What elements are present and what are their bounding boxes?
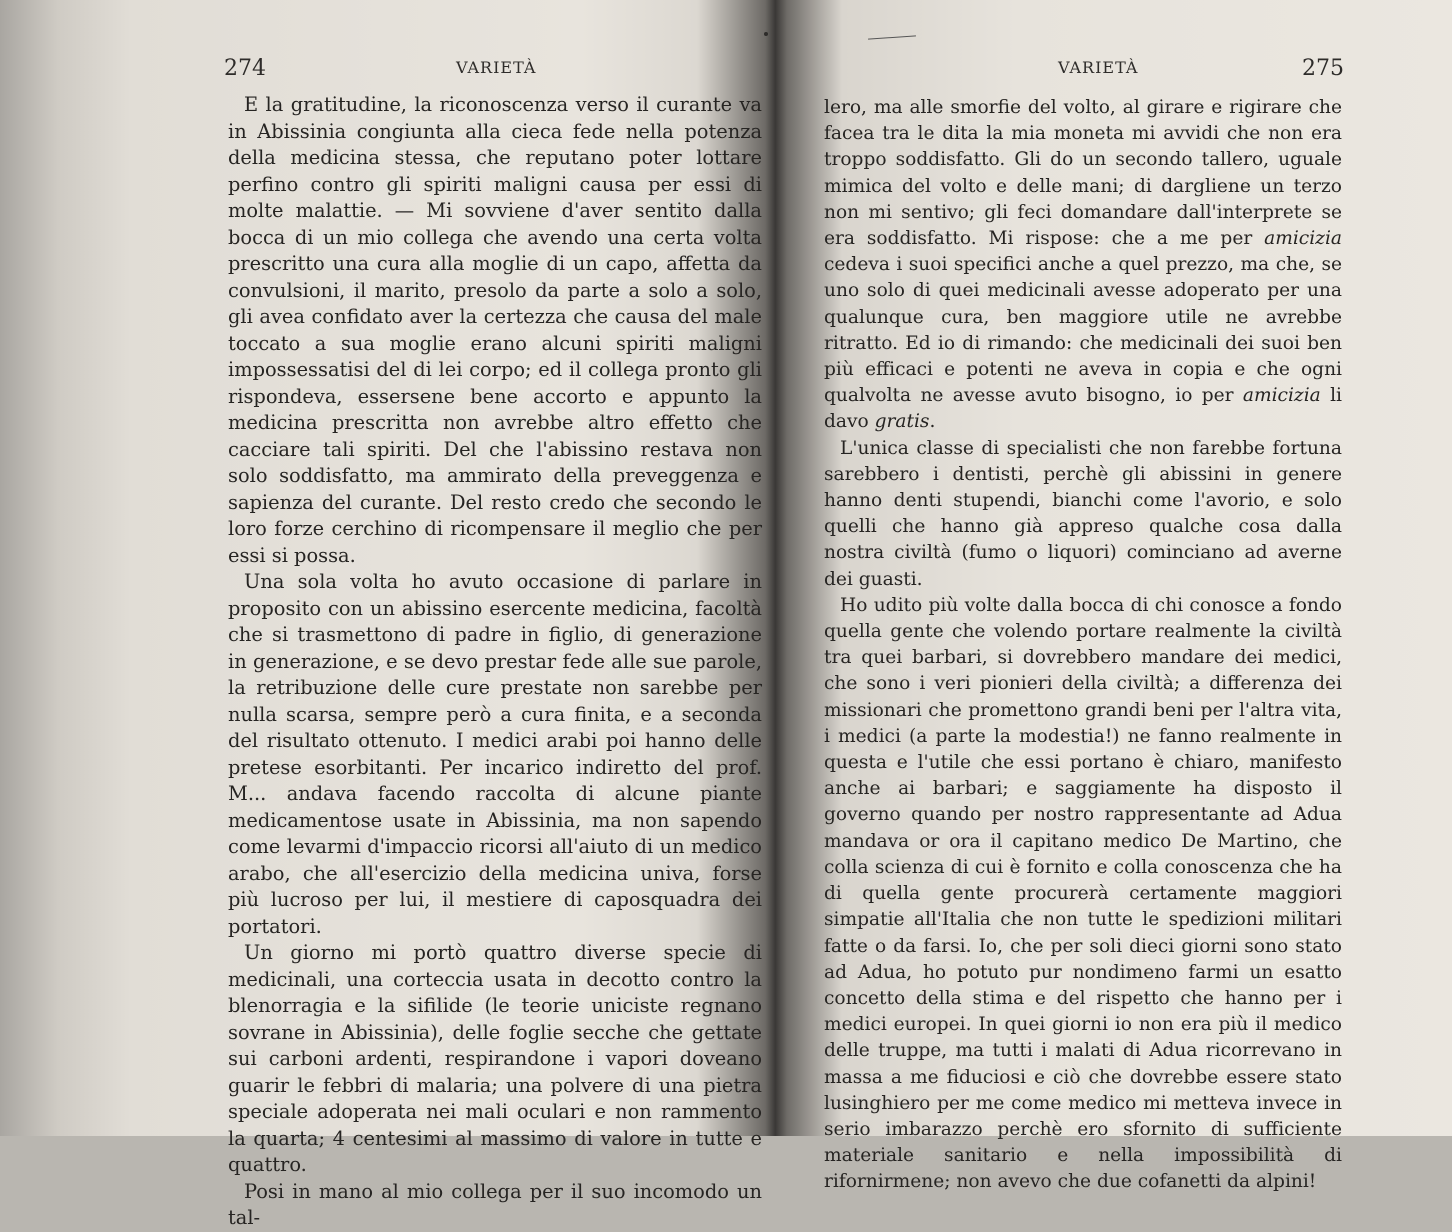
paragraph: Ho udito più volte dalla bocca di chi conosce a fondo quella gente che volendo portare realmente la civiltà tra quei barbari, si dovrebbero mandare dei medici, che sono i veri pionieri della civiltà; a differenza dei missionari che promettono grandi beni per l'altra vita, i medici (a parte la modestia!) ne fanno realmente in questa e l'utile che essi portano è chiaro, manifesto anche ai barbari; e saggiamente ha disposto il governo quando per nostro rappresentante ad Adua mandava or ora il capitano medico De Martino, che colla scienza di cui è fornito e colla conoscenza che ha di quella gente procurerà certamente maggiori simpatie all'Italia che non tutte le spedizioni militari fatte o da farsi. Io, che per soli dieci giorni sono stato ad Adua, ho potuto pur nondimeno farmi un esatto concetto della stima e del rispetto che hanno per i medici europei. In quei giorni io non era più il medico delle truppe, ma tutti i malati di Adua ricorrevano in massa a me fiduciosi e ciò che dovrebbe essere stato lusinghiero per me come medico mi metteva invece in serio imbarazzo perchè ero sfornito di sufficiente materiale sanitario e nella impossibilità di rifornirmene; non avevo che due cofanetti da alpini! [824,594,1342,1193]
paragraph [824,95,1342,436]
text-run: . [929,411,936,433]
italic-word: amicizia [1264,228,1342,250]
paragraph: Posi in mano al mio collega per il suo incomodo un tal- [228,1179,762,1229]
page-body [824,95,1342,1196]
paragraph: Una sola volta ho avuto occasione di parlare in proposito con un abissino esercente medicina, facoltà che si trasmettono di padre in figlio, di generazione in generazione, e se devo prestar fede alle sue parole, la retribuzione delle cure prestate non sarebbe per nulla scarsa, sempre però a cura finita, e a seconda del risultato ottenuto. I medici arabi poi hanno delle pretese esorbitanti. Per incarico indiretto del prof. M... andava facendo raccolta di alcune piante medicamentose usate in Abissinia, ma non sapendo come levarmi d'impaccio ricorsi all'aiuto di un medico arabo, che all'esercizio della medicina univa, forse più lucroso per lui, il mestiere di caposquadra dei portatori. [228,570,762,938]
text-run: lero, ma alle smorfie del volto, al girare e rigirare che facea tra le dita la mia moneta mi avvidi che non era troppo soddisfatto. Gli do un secondo tallero, uguale mimica del volto e delle mani; di dargliene un terzo non mi sentivo; gli feci domandare dall'interprete se era soddisfatto. Mi rispose: che a me per [824,97,1342,250]
page-number: 275 [1302,56,1344,81]
italic-word: gratis [874,411,930,433]
paragraph: E la gratitudine, la riconoscenza verso il curante va in Abissinia congiunta alla cieca fede nella potenza della medicina stessa, che reputano poter lottare perfino contro gli spiriti maligni causa per essi di molte malattie. — Mi sovviene d'aver sentito dalla bocca di un mio collega che avendo una certa volta prescritto una cura alla moglie di un capo, affetta da convulsioni, il marito, presolo da parte a solo a solo, gli avea confidato aver la certezza che causa del male toccato a sua moglie erano alcuni spiriti maligni impossessatisi del di lei corpo; ed il collega pronto gli rispondeva, essersene bene accorto e appunto la medicina prescritta non avrebbe altro effetto che cacciare tali spiriti. Del che l'abissino restava non solo soddisfatto, ma ammirato della preveggenza e sapienza del curante. Del resto credo che secondo le loro forze cerchino di ricompensare il meglio che per essi si possa. [228,93,762,567]
italic-word: amicizia [1242,385,1321,407]
running-header: VARIETÀ [1058,58,1139,77]
text-run: li davo [824,385,1342,433]
right-page [790,0,1452,1193]
text-run: cedeva i suoi specifici anche a quel prezzo, ma che, se uno solo di quei medicinali avesse adoperato per una qualunque cura, ben maggiore utile ne avrebbe ritratto. Ed io di rimando: che medicinali dei suoi ben più efficaci e potenti ne aveva in copia e che ogni qualvolta ne avesse avuto bisogno, io per [824,254,1342,407]
paragraph: L'unica classe di specialisti che non farebbe fortuna sarebbero i dentisti, perchè gli abissini in genere hanno denti stupendi, bianchi come l'avorio, e solo quelli che hanno già appreso qualche cosa dalla nostra civiltà (fumo o liquori) cominciano ad averne dei guasti. [824,437,1342,590]
page-number: 274 [224,56,266,81]
page-body [228,92,762,1232]
running-header: VARIETÀ [456,58,537,77]
paragraph: Un giorno mi portò quattro diverse specie di medicinali, una corteccia usata in decotto contro la blenorragia e la sifilide (le teorie uniciste regnano sovrane in Abissinia), delle foglie secche che gettate sui carboni ardenti, respirandone i vapori doveano guarir le febbri di malaria; una polvere di una pietra speciale adoperata nei mali oculari e non rammento la quarta; 4 centesimi al massimo di valore in tutte e quattro. [228,941,762,1176]
